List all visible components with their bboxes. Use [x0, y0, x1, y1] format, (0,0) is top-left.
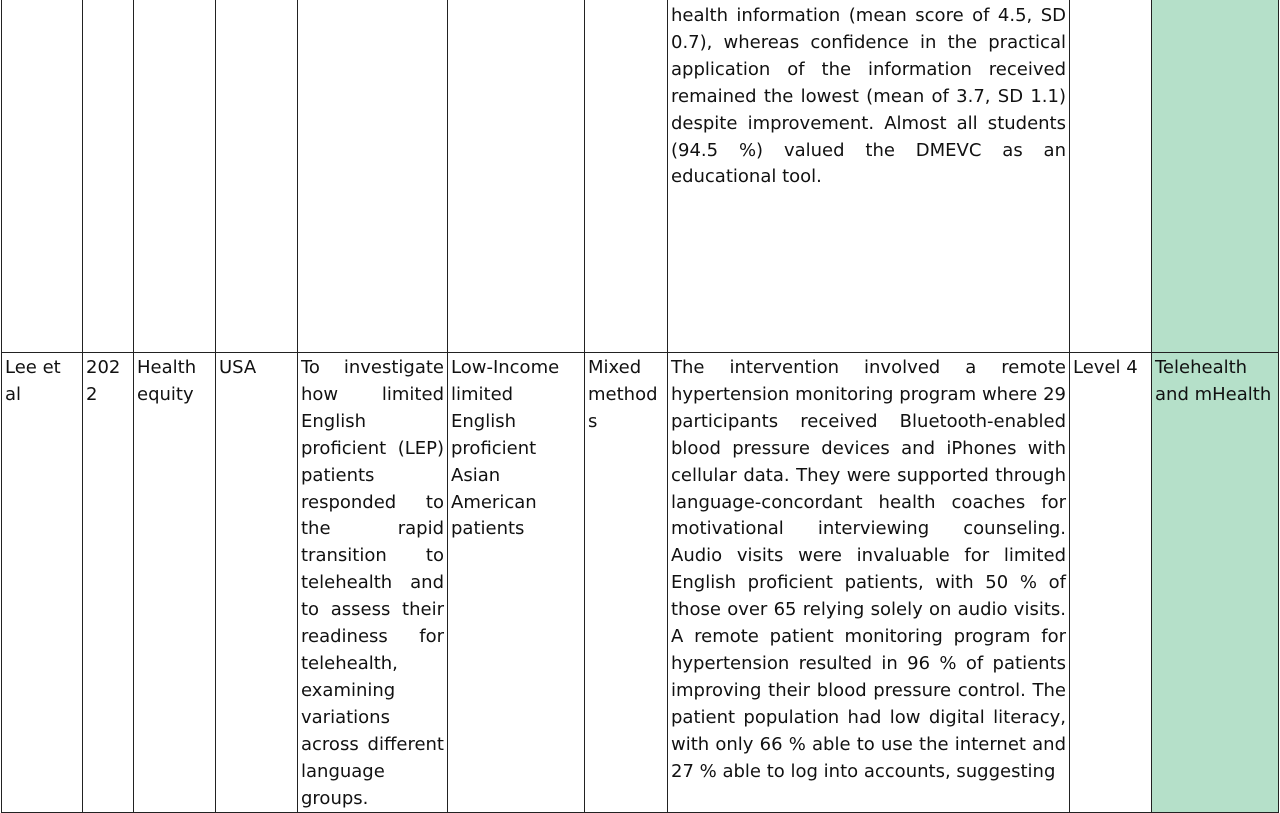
population-cell [448, 0, 585, 353]
table-row [2, 353, 1279, 813]
aim-cell: To investigate how limited English proficient (LEP) patients responded to the rapid transition to telehealth and to assess their readiness for telehealth, examining variations across different language groups. [298, 353, 448, 813]
category-cell: Telehealth and mHealth [1152, 353, 1279, 813]
year-cell [83, 0, 134, 353]
design-cell: Mixed methods [585, 353, 668, 813]
author-cell [2, 0, 83, 353]
category-cell [1152, 0, 1279, 353]
author-cell: Lee et al [2, 353, 83, 813]
country-cell: USA [216, 353, 298, 813]
year-cell: 2022 [83, 353, 134, 813]
country-cell [216, 0, 298, 353]
population-cell: Low-Income limited English proficient Asian American patients [448, 353, 585, 813]
table-row [2, 0, 1279, 353]
evidence-level-cell: Level 4 [1070, 353, 1152, 813]
review-table [1, 0, 1279, 813]
theme-cell [134, 0, 216, 353]
evidence-level-cell [1070, 0, 1152, 353]
aim-cell [298, 0, 448, 353]
design-cell [585, 0, 668, 353]
findings-cell: The intervention involved a remote hypertension monitoring program where 29 participants received Bluetooth-enabled blood pressure devices and iPhones with cellular data. They were supported through language-concordant health coaches for motivational interviewing counseling. Audio visits were invaluable for limited English proficient patients, with 50 % of those over 65 relying solely on audio visits. A remote patient monitoring program for hypertension resulted in 96 % of patients improving their blood pressure control. The patient population had low digital literacy, with only 66 % able to use the internet and 27 % able to log into accounts, suggesting [668, 353, 1070, 813]
findings-cell: health information (mean score of 4.5, SD 0.7), whereas confidence in the practical application of the information received remained the lowest (mean of 3.7, SD 1.1) despite improvement. Almost all students (94.5 %) valued the DMEVC as an educational tool. [668, 0, 1070, 353]
theme-cell: Health equity [134, 353, 216, 813]
